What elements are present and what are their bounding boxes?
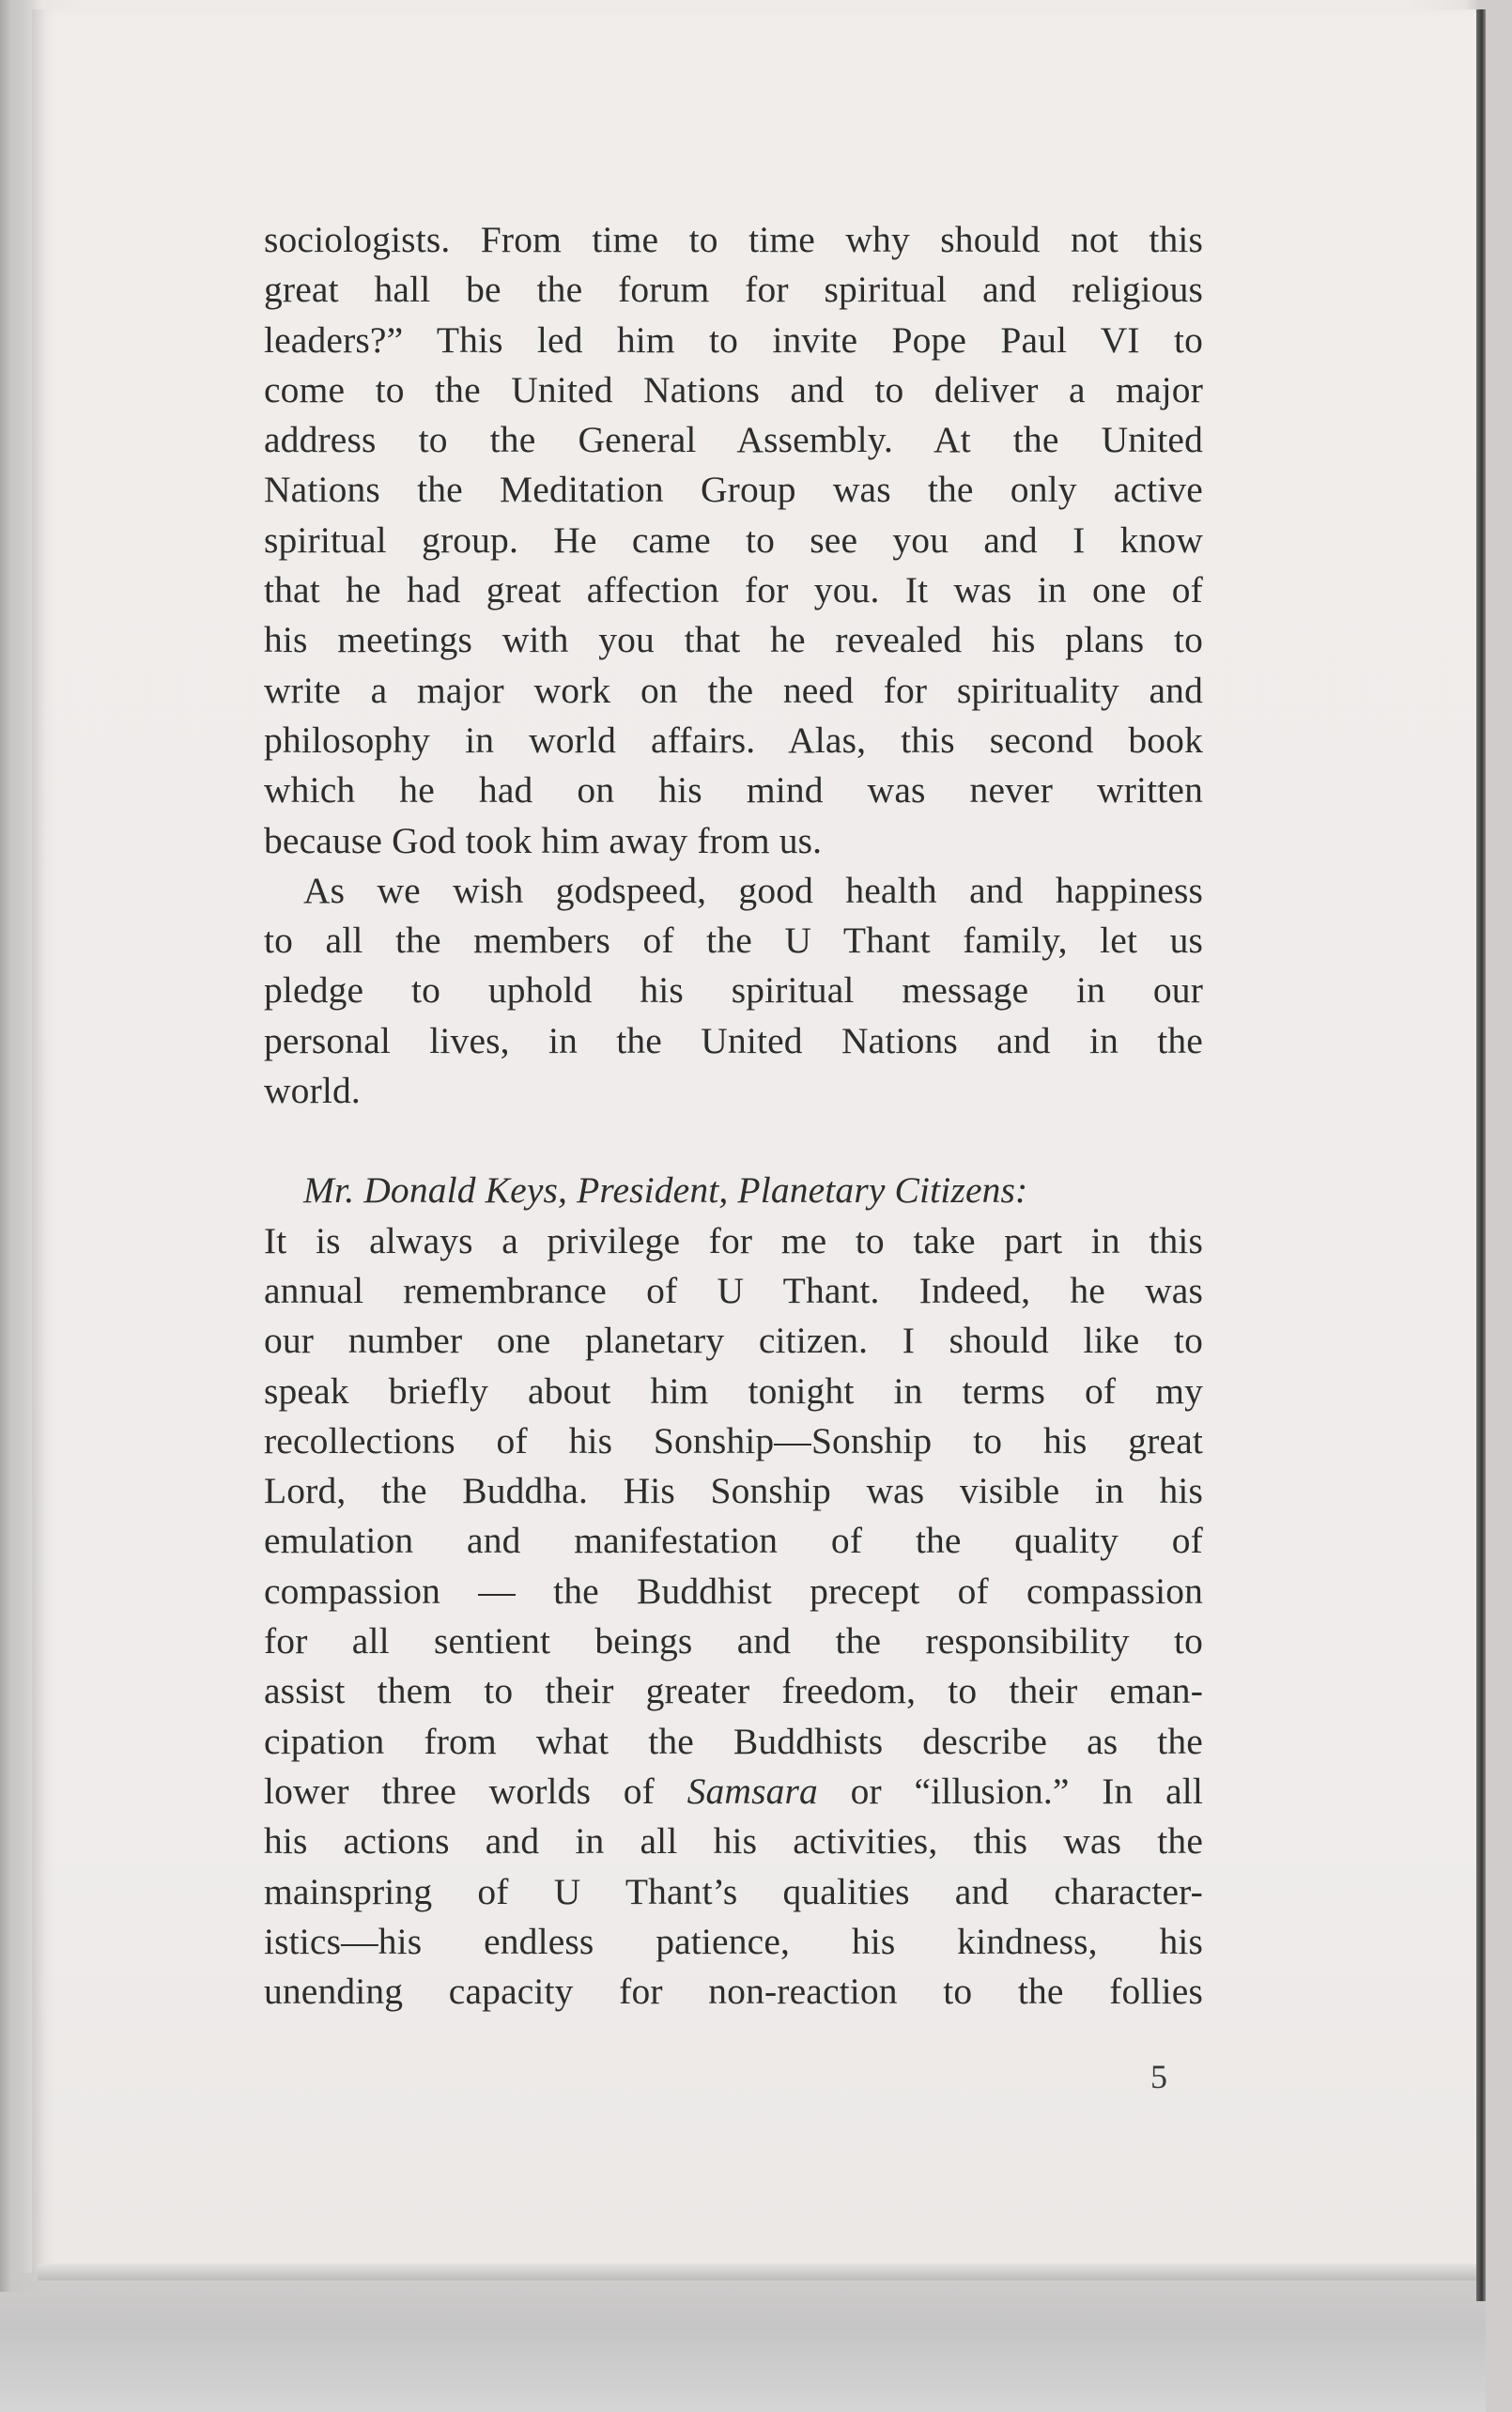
text-line: compassion — the Buddhist precept of compassion	[264, 1569, 1203, 1612]
text-line: sociologists. From time to time why should not this	[264, 219, 1203, 260]
text-line: personal lives, in the United Nations and in the	[264, 1019, 1203, 1061]
page-number: 5	[1150, 2058, 1167, 2095]
spine-shadow	[0, 0, 43, 2292]
text-line: recollections of his Sonship—Sonship to his great	[264, 1419, 1203, 1461]
text-line: philosophy in world affairs. Alas, this second book	[264, 719, 1203, 761]
text-line-with-term	[264, 1767, 1203, 1817]
text-line: Nations the Meditation Group was the only active	[264, 469, 1203, 511]
text-line: speak briefly about him tonight in terms of my	[264, 1369, 1203, 1412]
text-line: world.	[264, 1070, 361, 1112]
text-line: spiritual group. He came to see you and I know	[264, 518, 1203, 561]
text-line: Lord, the Buddha. His Sonship was visible in his	[264, 1470, 1203, 1512]
speaker-attribution: Mr. Donald Keys, President, Planetary Citizens:	[303, 1169, 1028, 1212]
page-bottom-edge	[38, 2264, 1486, 2281]
scanner-bed-strip	[0, 2273, 1486, 2412]
text-line: As we wish godspeed, good health and happiness	[303, 869, 1203, 911]
text-line: write a major work on the need for spirituality and	[264, 669, 1203, 711]
page-right-edge	[1476, 9, 1486, 2301]
text-line: annual remembrance of U Thant. Indeed, he was	[264, 1269, 1203, 1311]
text-fragment: lower three worlds of	[264, 1770, 687, 1812]
text-line: address to the General Assembly. At the United	[264, 419, 1203, 461]
text-fragment: or “illusion.” In all	[817, 1770, 1204, 1812]
text-line: our number one planetary citizen. I should like to	[264, 1320, 1203, 1362]
text-line: pledge to uphold his spiritual message in our	[264, 969, 1203, 1012]
text-line: his meetings with you that he revealed his plans to	[264, 619, 1203, 661]
text-line: for all sentient beings and the responsibility to	[264, 1620, 1203, 1662]
text-line: assist them to their greater freedom, to their eman-	[264, 1670, 1203, 1712]
paragraph-godspeed	[264, 866, 1203, 1116]
text-line: great hall be the forum for spiritual and religious	[264, 269, 1203, 311]
text-line: that he had great affection for you. It was in one of	[264, 569, 1203, 611]
text-line: to all the members of the U Thant family, let us	[264, 920, 1203, 962]
term-samsara: Samsara	[687, 1770, 818, 1812]
text-line: It is always a privilege for me to take part in this	[264, 1219, 1203, 1261]
text-line: leaders?” This led him to invite Pope Paul VI to	[264, 318, 1203, 361]
paragraph-donald-keys	[264, 1166, 1203, 2017]
text-line: mainspring of U Thant’s qualities and character-	[264, 1870, 1203, 1912]
text-line: his actions and in all his activities, this was the	[264, 1820, 1203, 1863]
paragraph-spacer	[264, 1116, 1203, 1166]
page-body-text	[264, 215, 1203, 2017]
text-line: istics—his endless patience, his kindness, his	[264, 1920, 1203, 1962]
paragraph-continuation	[264, 215, 1203, 866]
text-line: cipation from what the Buddhists describe as the	[264, 1720, 1203, 1762]
text-line: unending capacity for non-reaction to the follies	[264, 1971, 1203, 2013]
text-line: come to the United Nations and to deliver a major	[264, 368, 1203, 410]
text-line: because God took him away from us.	[264, 819, 823, 861]
text-line: emulation and manifestation of the quality of	[264, 1520, 1203, 1562]
text-line: which he had on his mind was never written	[264, 769, 1203, 812]
